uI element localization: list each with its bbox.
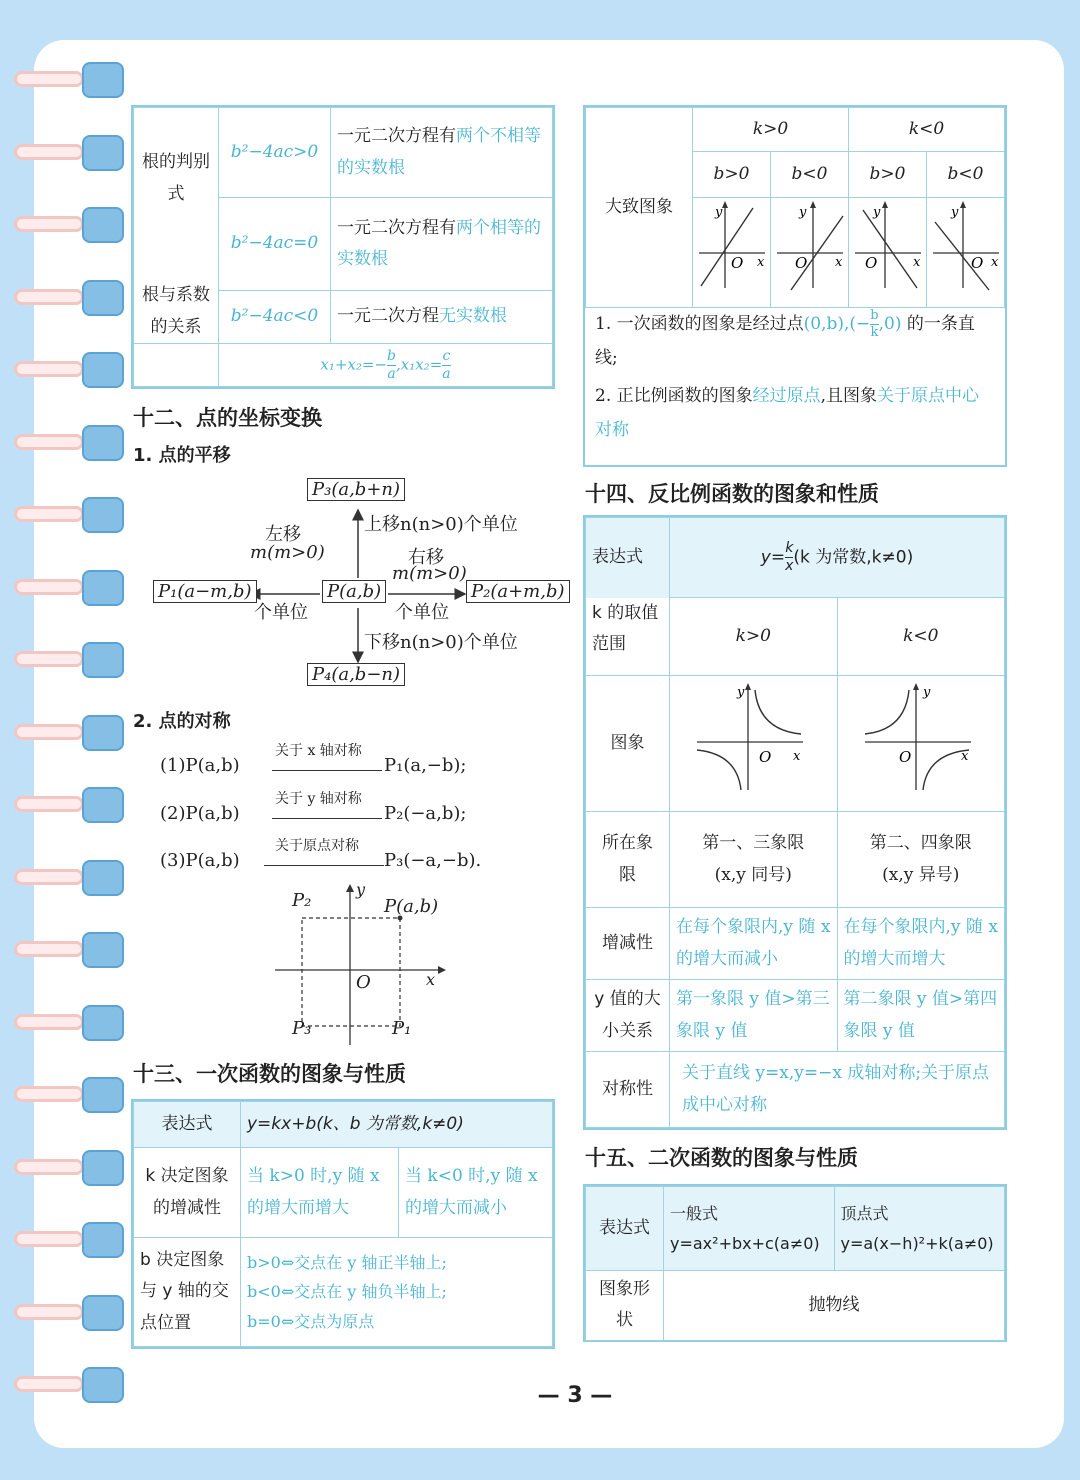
header-b-pos: b>0 — [693, 152, 771, 198]
svg-text:O: O — [971, 254, 984, 272]
left-unit: 个单位 — [254, 602, 308, 623]
hyperbola-kneg — [837, 676, 1005, 812]
binding-ring — [14, 932, 114, 968]
symmetry-subtitle: 2. 点的对称 — [133, 711, 231, 732]
result-cell: 一元二次方程有两个相等的实数根 — [331, 198, 553, 291]
svg-text:x: x — [793, 748, 801, 764]
svg-text:x: x — [757, 255, 765, 270]
point-p2: P₂(a+m,b) — [466, 580, 570, 603]
quadratic-table — [583, 1184, 1007, 1342]
point-p3: P₃(a,b+n) — [307, 478, 405, 501]
vertex-form: 顶点式 y=a(x−h)²+k(a≠0) — [834, 1187, 1005, 1271]
linear-table — [131, 1099, 555, 1349]
svg-text:y: y — [799, 205, 807, 220]
section-15-title: 十五、二次函数的图象与性质 — [585, 1146, 858, 1170]
result-cell: 一元二次方程有两个不相等的实数根 — [331, 108, 553, 198]
expr-label: 表达式 — [134, 1102, 241, 1148]
binding-ring — [14, 1150, 114, 1186]
binding-ring — [14, 787, 114, 823]
graph-label: 图象 — [586, 676, 670, 812]
binding-ring — [14, 135, 114, 171]
symmetry-label: 对称性 — [586, 1052, 670, 1128]
svg-text:O: O — [731, 254, 744, 272]
mono-kpos: 在每个象限内,y 随 x 的增大而减小 — [670, 908, 838, 980]
inverse-table — [583, 515, 1007, 1130]
section-14-title: 十四、反比例函数的图象和性质 — [585, 482, 879, 506]
binding-ring — [14, 1295, 114, 1331]
label-p2: P₂ — [292, 890, 312, 911]
svg-text:y: y — [737, 684, 745, 700]
y-axis-label: y — [356, 880, 366, 899]
quadrant-label: 所在象限 — [586, 812, 670, 908]
shape-label: 图象形状 — [586, 1271, 664, 1341]
binding-ring — [14, 715, 114, 751]
section-13-title: 十三、一次函数的图象与性质 — [133, 1062, 406, 1086]
header-b-neg: b<0 — [771, 152, 849, 198]
k-positive: 当 k>0 时,y 随 x 的增大而增大 — [241, 1148, 399, 1238]
b-label: b 决定图象与 y 轴的交点位置 — [134, 1238, 241, 1347]
result-cell: 一元二次方程无实数根 — [331, 290, 553, 343]
svg-text:O: O — [865, 254, 878, 272]
graph-kneg-bneg — [927, 198, 1005, 308]
graph-kneg-bpos — [849, 198, 927, 308]
binding-ring — [14, 1005, 114, 1041]
header-b-pos: b>0 — [849, 152, 927, 198]
header-k-pos: k>0 — [693, 108, 849, 152]
shape-cell: 抛物线 — [664, 1271, 1005, 1341]
yrel-kpos: 第一象限 y 值>第三象限 y 值 — [670, 980, 838, 1052]
expr-label: 表达式 — [586, 518, 670, 598]
expr-cell: y=kx+b(k、b 为常数,k≠0) — [241, 1102, 553, 1148]
translation-subtitle: 1. 点的平移 — [133, 445, 231, 466]
symmetry-graph — [270, 880, 450, 1050]
linear-graph-box — [583, 105, 1007, 467]
svg-text:y: y — [922, 684, 931, 700]
vieta-formula: x₁+x₂=− $\frac{b}{a}$ ,x₁x₂= $\frac{c}{a}$ — [219, 344, 553, 387]
x-axis-label: x — [426, 970, 436, 989]
point-p1: P₁(a−m,b) — [153, 580, 257, 603]
right-amount: m(m>0) — [392, 563, 467, 584]
note-2: 2. 正比例函数的图象经过原点,且图象关于原点中心对称 — [595, 386, 980, 440]
label-p3: P₃ — [292, 1018, 312, 1039]
binding-ring — [14, 425, 114, 461]
point-p: P(a,b) — [322, 580, 386, 603]
range-label: k 的取值范围 — [586, 598, 670, 676]
monotonicity-label: 增减性 — [586, 908, 670, 980]
svg-text:x: x — [835, 255, 843, 270]
label-p: P(a,b) — [384, 896, 439, 917]
k-neg-header: k<0 — [837, 598, 1005, 676]
left-amount: m(m>0) — [250, 542, 325, 563]
binding-ring — [14, 1367, 114, 1403]
k-negative: 当 k<0 时,y 随 x 的增大而减小 — [399, 1148, 553, 1238]
translation-diagram — [140, 470, 570, 700]
svg-text:y: y — [951, 205, 959, 220]
graph-label: 大致图象 — [586, 108, 693, 308]
yrel-kneg: 第二象限 y 值>第四象限 y 值 — [837, 980, 1005, 1052]
condition-cell: b²−4ac=0 — [219, 198, 331, 291]
page-number: — 3 — — [537, 1383, 613, 1408]
svg-text:O: O — [759, 747, 772, 766]
b-cell: b>0⇔交点在 y 轴正半轴上; b<0⇔交点在 y 轴负半轴上; b=0⇔交点为原点 — [241, 1238, 553, 1347]
mono-kneg: 在每个象限内,y 随 x 的增大而增大 — [837, 908, 1005, 980]
roots-table — [131, 105, 555, 389]
binding-ring — [14, 497, 114, 533]
k-label: k 决定图象的增减性 — [134, 1148, 241, 1238]
graph-kpos-bneg — [771, 198, 849, 308]
symmetry-rule: (3)P(a,b) 关于原点对称 P₃(−a,−b). — [160, 838, 482, 871]
condition-cell: b²−4ac>0 — [219, 108, 331, 198]
k-pos-header: k>0 — [670, 598, 838, 676]
condition-cell: b²−4ac<0 — [219, 290, 331, 343]
up-label: 上移n(n>0)个单位 — [364, 514, 518, 535]
discriminant-label: 根的判别式 根与系数的关系 — [134, 108, 219, 344]
svg-text:x: x — [991, 255, 999, 270]
note-1: 1. 一次函数的图象是经过点(0,b),(− $\frac{b}{k}$ ,0) 的一条直线; — [595, 308, 975, 368]
linear-notes — [595, 307, 995, 447]
point-p4: P₄(a,b−n) — [307, 663, 405, 686]
binding-ring — [14, 642, 114, 678]
binding-ring — [14, 207, 114, 243]
binding-ring — [14, 860, 114, 896]
symmetry-rule: (2)P(a,b) 关于 y 轴对称 P₂(−a,b); — [160, 791, 467, 824]
quadrant-kneg: 第二、四象限 (x,y 异号) — [837, 812, 1005, 908]
right-unit: 个单位 — [395, 602, 449, 623]
y-relation-label: y 值的大小关系 — [586, 980, 670, 1052]
general-form: 一般式 y=ax²+bx+c(a≠0) — [664, 1187, 835, 1271]
hyperbola-kpos — [670, 676, 838, 812]
down-label: 下移n(n>0)个单位 — [364, 632, 518, 653]
svg-text:O: O — [898, 747, 912, 766]
svg-text:x: x — [913, 255, 921, 270]
symmetry-rule: (1)P(a,b) 关于 x 轴对称 P₁(a,−b); — [160, 743, 467, 776]
binding-ring — [14, 1222, 114, 1258]
symmetry-cell: 关于直线 y=x,y=−x 成轴对称;关于原点成中心对称 — [670, 1052, 1005, 1128]
right-label: 右移 — [408, 547, 444, 568]
expr-label: 表达式 — [586, 1187, 664, 1271]
label-p1: P₁ — [392, 1018, 412, 1039]
section-12-title: 十二、点的坐标变换 — [133, 406, 322, 430]
binding-ring — [14, 352, 114, 388]
binding-ring — [14, 1077, 114, 1113]
symmetry-rules — [160, 738, 560, 878]
svg-text:y: y — [715, 205, 723, 220]
binding-ring — [14, 62, 114, 98]
quadrant-kpos: 第一、三象限 (x,y 同号) — [670, 812, 838, 908]
header-b-neg: b<0 — [927, 152, 1005, 198]
graph-kpos-bpos — [693, 198, 771, 308]
svg-text:x: x — [960, 748, 969, 764]
header-k-neg: k<0 — [849, 108, 1005, 152]
svg-text:y: y — [873, 205, 881, 220]
binding-ring — [14, 280, 114, 316]
origin-label: O — [356, 972, 371, 993]
expr-cell: y= $\frac{k}{x}$ (k 为常数,k≠0) — [670, 518, 1005, 598]
binding-ring — [14, 570, 114, 606]
svg-text:O: O — [795, 254, 808, 272]
left-label: 左移 — [265, 524, 301, 545]
